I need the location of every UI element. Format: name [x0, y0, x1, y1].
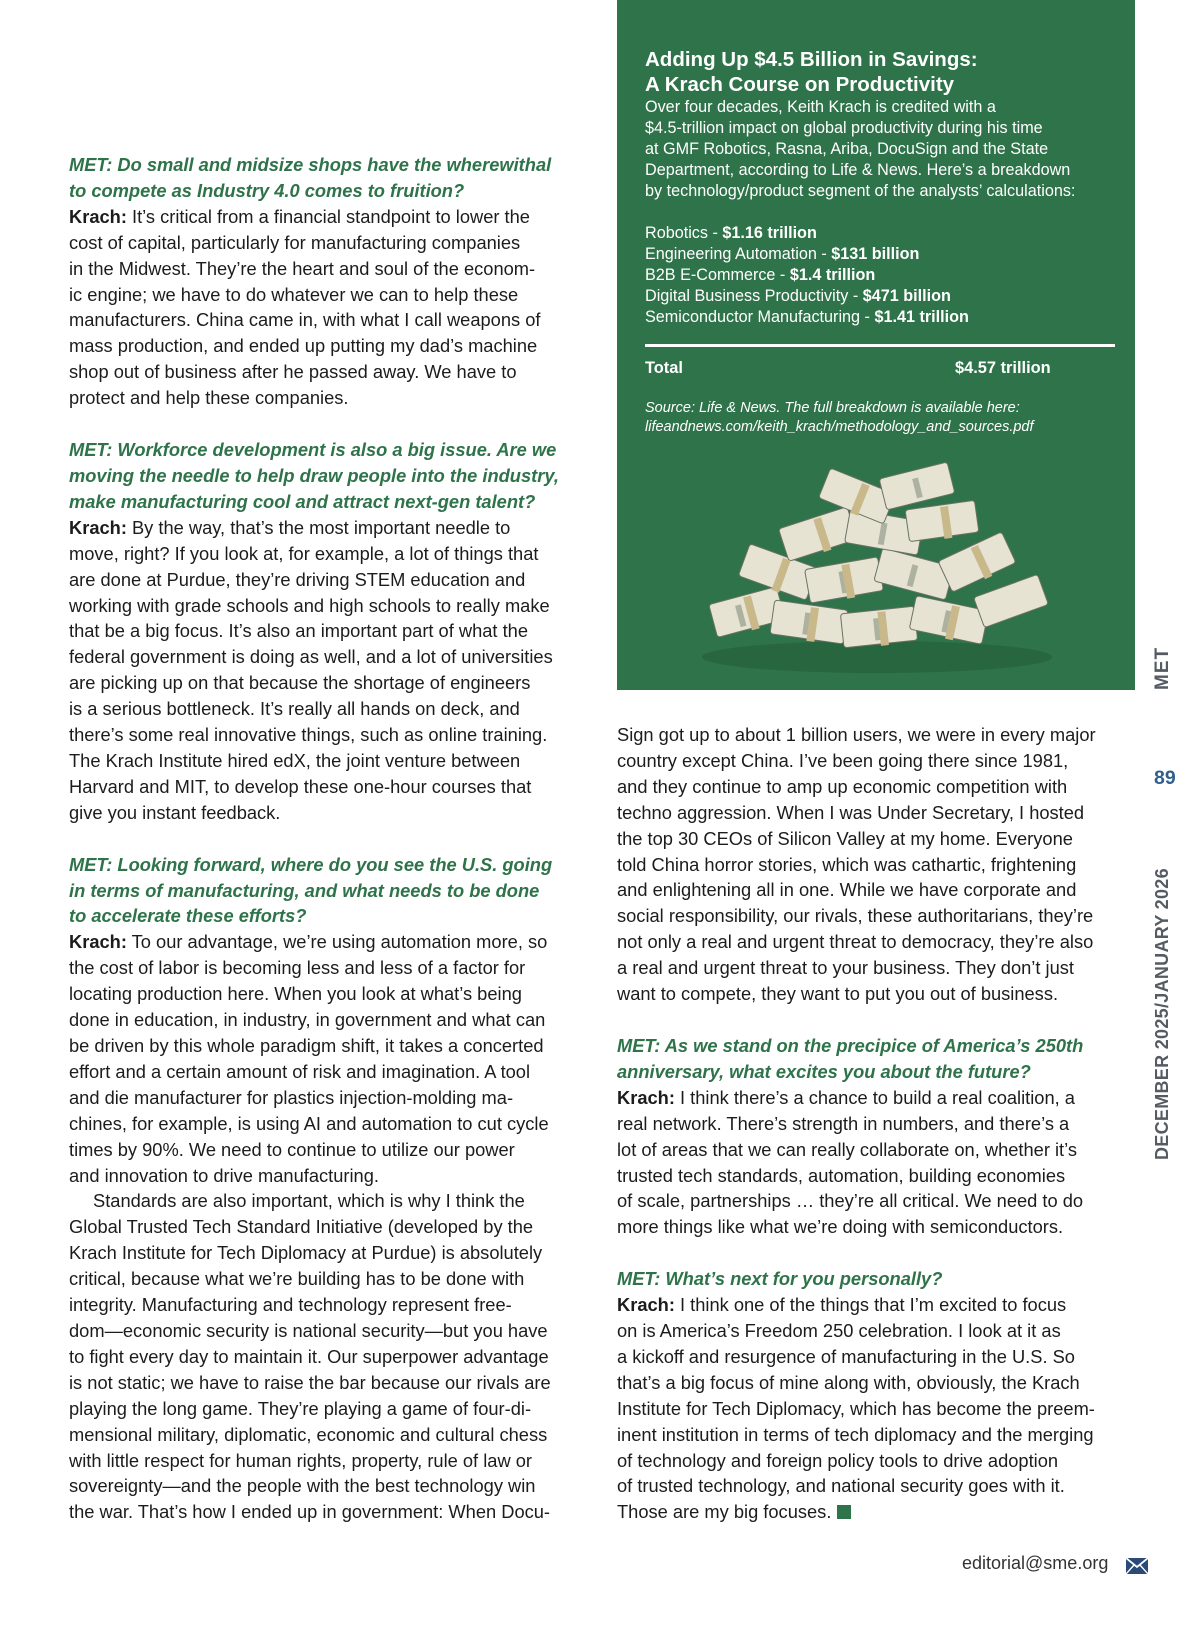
answer-2: Krach: By the way, that’s the most important needle to move, right? If you look at, for example, a lot of things that are done at Purdue, they’re driving STEM education and working with grade schools and high schools to really make that be a big focus. It’s also an important part of what the federal government is doing as well, and a lot of universities are picking up on that because the shortage of engineers is a serious bottleneck. It’s really all hands on deck, and there’s some real innovative things, such as online training. The Krach Institute hired edX, the joint venture between Harvard and MIT, to develop these one-hour courses that give you instant feedback. [69, 516, 553, 823]
magazine-name: MET [1152, 646, 1173, 690]
sidebar-source: Source: Life & News. The full breakdown is available here: lifeandnews.com/keith_krach/methodology_and_sources.pdf [645, 400, 1034, 435]
savings-sidebar [617, 0, 1135, 690]
continued-paragraph: Sign got up to about 1 billion users, we were in every major country except China. I’ve been going there since 1981, and they continue to amp up economic competition with techno aggression. When I was Under Secretary, I hosted the top 30 CEOs of Silicon Valley at my home. Everyone told China horror stories, which was cathartic, frightening and enlightening all in one. While we have corporate and social responsibility, our rivals, these authoritarians, they’re not only a real and urgent threat to democracy, they’re also a real and urgent threat to your business. They don’t just want to compete, they want to put you out of business. [617, 724, 1096, 1005]
issue-date: DECEMBER 2025/JANUARY 2026 [1152, 868, 1172, 1160]
sidebar-title: Adding Up $4.5 Billion in Savings: A Krach Course on Productivity [645, 48, 978, 96]
envelope-icon[interactable] [1126, 1558, 1148, 1574]
answer-5: Krach: I think one of the things that I’m excited to focus on is America’s Freedom 250 celebration. I look at it as a kickoff and resurgence of manufacturing in the U.S. So that’s a big focus of mine along with, obviously, the Krach Institute for Tech Diplomacy, which has become the preem- inent institution in terms of tech diplomacy and the merging of technology and foreign policy tools to drive adoption of trusted technology, and national security goes with it. Those are my big focuses. [617, 1294, 1095, 1523]
question-2: MET: Workforce development is also a big issue. Are we moving the needle to help draw people into the industry, make manufacturing cool and attract next-gen talent? [69, 439, 559, 512]
breakdown-item: Semiconductor Manufacturing - $1.41 trillion [645, 308, 969, 326]
question-4: MET: As we stand on the precipice of America’s 250th anniversary, what excites you about the future? [617, 1034, 1084, 1082]
breakdown-item: Engineering Automation - $131 billion [645, 245, 920, 263]
end-mark-icon [837, 1505, 851, 1519]
question-5: MET: What’s next for you personally? [617, 1268, 943, 1290]
sidebar-breakdown-list [645, 223, 1120, 328]
breakdown-item: Robotics - $1.16 trillion [645, 224, 817, 242]
answer-3: Krach: To our advantage, we’re using automation more, so the cost of labor is becoming less and less of a factor for locating production here. When you look at what’s being done in education, in industry, in government and what can be driven by this whole paradigm shift, it takes a concerted effort and a certain amount of risk and imagination. A tool and die manufacturer for plastics injection-molding ma- chines, for example, is using AI and automation to cut cycle times by 90%. We need to continue to utilize our power and innovation to drive manufacturing. [69, 931, 549, 1186]
sidebar-intro: Over four decades, Keith Krach is credited with a $4.5-trillion impact on global productivity during his time at GMF Robotics, Rasna, Ariba, DocuSign and the State Department, according to Life & News. Here’s a breakdown by technology/product segment of the analysts’ calculations: [645, 98, 1076, 200]
question-3: MET: Looking forward, where do you see the U.S. going in terms of manufacturing, and what needs to be done to accelerate these efforts? [69, 853, 553, 927]
answer-3-continued: Standards are also important, which is why I think the Global Trusted Tech Standard Initiative (developed by the Krach Institute for Tech Diplomacy at Purdue) is absolutely critical, because what we’re building has to be done with integrity. Manufacturing and technology represent free- dom—economic security is national security—but you have to fight every day to maintain it. Our superpower advantage is not static; we have to raise the bar because our rivals are playing the long game. They’re playing a game of four-di- mensional military, diplomatic, economic and cultural chess with little respect for human rights, property, rule of law or sovereignty—and the people with the best technology win the war. That’s how I ended up in government: When Docu- [69, 1190, 551, 1523]
footer-email[interactable]: editorial@sme.org [962, 1553, 1109, 1573]
answer-1: Krach: It’s critical from a financial standpoint to lower the cost of capital, particularly for manufacturing companies in the Midwest. They’re the heart and soul of the econom- ic engine; we have to do whatever we can to help these manufacturers. China came in, with what I call weapons of mass production, and ended up putting my dad’s machine shop out of business after he passed away. We have to protect and help these companies. [69, 205, 541, 409]
left-column [69, 152, 589, 1525]
money-pile-image [692, 445, 1062, 675]
total-label: Total [645, 359, 683, 377]
sidebar-content [645, 47, 1120, 436]
question-1: MET: Do small and midsize shops have the wherewithal to compete as Industry 4.0 comes to fruition? [69, 154, 552, 201]
total-row [645, 357, 1115, 379]
breakdown-item: Digital Business Productivity - $471 billion [645, 287, 951, 305]
total-divider [645, 344, 1115, 347]
breakdown-item: B2B E-Commerce - $1.4 trillion [645, 266, 876, 284]
answer-4: Krach: I think there’s a chance to build a real coalition, a real network. There’s strength in numbers, and there’s a lot of areas that we can really collaborate on, whether it’s trusted tech standards, automation, building economies of scale, partnerships … they’re all critical. We need to do more things like what we’re doing with semiconductors. [617, 1086, 1084, 1238]
right-column [617, 722, 1137, 1525]
page-number: 89 [1154, 767, 1176, 789]
total-value: $4.57 trillion [955, 359, 1051, 377]
